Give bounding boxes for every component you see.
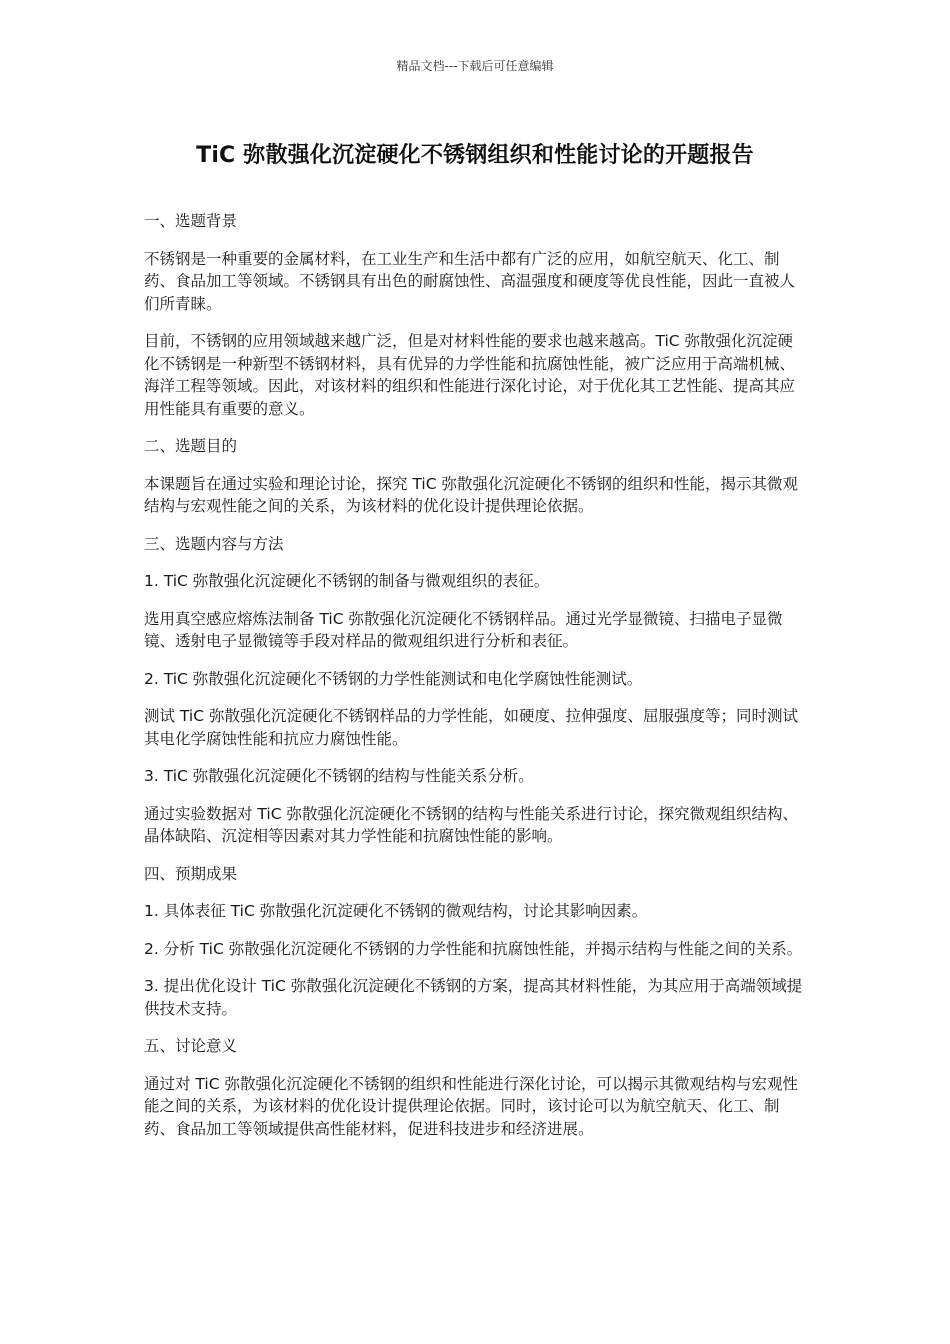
paragraph: 本课题旨在通过实验和理论讨论，探究 TiC 弥散强化沉淀硬化不锈钢的组织和性能，揭示其微观结构与宏观性能之间的关系，为该材料的优化设计提供理论依据。: [144, 474, 798, 515]
list-item: 2. 分析 TiC 弥散强化沉淀硬化不锈钢的力学性能和抗腐蚀性能，并揭示结构与性能之间的关系。: [144, 939, 803, 958]
header-note: 精品文档---下载后可任意编辑: [396, 59, 554, 73]
document-body: [144, 210, 808, 1155]
list-item: 3. 提出优化设计 TiC 弥散强化沉淀硬化不锈钢的方案，提高其材料性能，为其应用于高端领域提供技术支持。: [144, 977, 803, 1018]
paragraph: 测试 TiC 弥散强化沉淀硬化不锈钢样品的力学性能，如硬度、拉伸强度、屈服强度等；同时测试其电化学腐蚀性能和抗应力腐蚀性能。: [144, 707, 798, 748]
document-title: TiC 弥散强化沉淀硬化不锈钢组织和性能讨论的开题报告: [196, 143, 754, 168]
section-heading-significance: 五、讨论意义: [144, 1037, 238, 1055]
paragraph: 通过对 TiC 弥散强化沉淀硬化不锈钢的组织和性能进行深化讨论，可以揭示其微观结构与宏观性能之间的关系，为该材料的优化设计提供理论依据。同时，该讨论可以为航空航天、化工、制药、食品加工等领域提供高性能材料，促进科技进步和经济进展。: [144, 1074, 798, 1138]
list-item: 1. 具体表征 TiC 弥散强化沉淀硬化不锈钢的微观结构，讨论其影响因素。: [144, 902, 648, 920]
section-heading-background: 一、选题背景: [144, 212, 238, 230]
section-heading-content-methods: 三、选题内容与方法: [144, 534, 284, 553]
section-heading-purpose: 二、选题目的: [144, 437, 238, 455]
section-heading-expected-results: 四、预期成果: [144, 864, 238, 883]
paragraph: 不锈钢是一种重要的金属材料，在工业生产和生活中都有广泛的应用，如航空航天、化工、制药、食品加工等领域。不锈钢具有出色的耐腐蚀性、高温强度和硬度等优良性能，因此一直被人们所青睐。: [144, 249, 796, 313]
list-item: 3. TiC 弥散强化沉淀硬化不锈钢的结构与性能关系分析。: [144, 767, 534, 785]
paragraph: 通过实验数据对 TiC 弥散强化沉淀硬化不锈钢的结构与性能关系进行讨论，探究微观组织结构、晶体缺陷、沉淀相等因素对其力学性能和抗腐蚀性能的影响。: [144, 804, 798, 845]
list-item: 1. TiC 弥散强化沉淀硬化不锈钢的制备与微观组织的表征。: [144, 572, 550, 590]
paragraph: 目前，不锈钢的应用领域越来越广泛，但是对材料性能的要求也越来越高。TiC 弥散强化沉淀硬化不锈钢是一种新型不锈钢材料，具有优异的力学性能和抗腐蚀性能，被广泛应用于高端机械、海洋工程等领域。因此，对该材料的组织和性能进行深化讨论，对于优化其工艺性能、提高其应用性能具有重要的意义。: [144, 332, 796, 418]
list-item: 2. TiC 弥散强化沉淀硬化不锈钢的力学性能测试和电化学腐蚀性能测试。: [144, 669, 643, 688]
paragraph: 选用真空感应熔炼法制备 TiC 弥散强化沉淀硬化不锈钢样品。通过光学显微镜、扫描电子显微镜、透射电子显微镜等手段对样品的微观组织进行分析和表征。: [144, 609, 783, 650]
